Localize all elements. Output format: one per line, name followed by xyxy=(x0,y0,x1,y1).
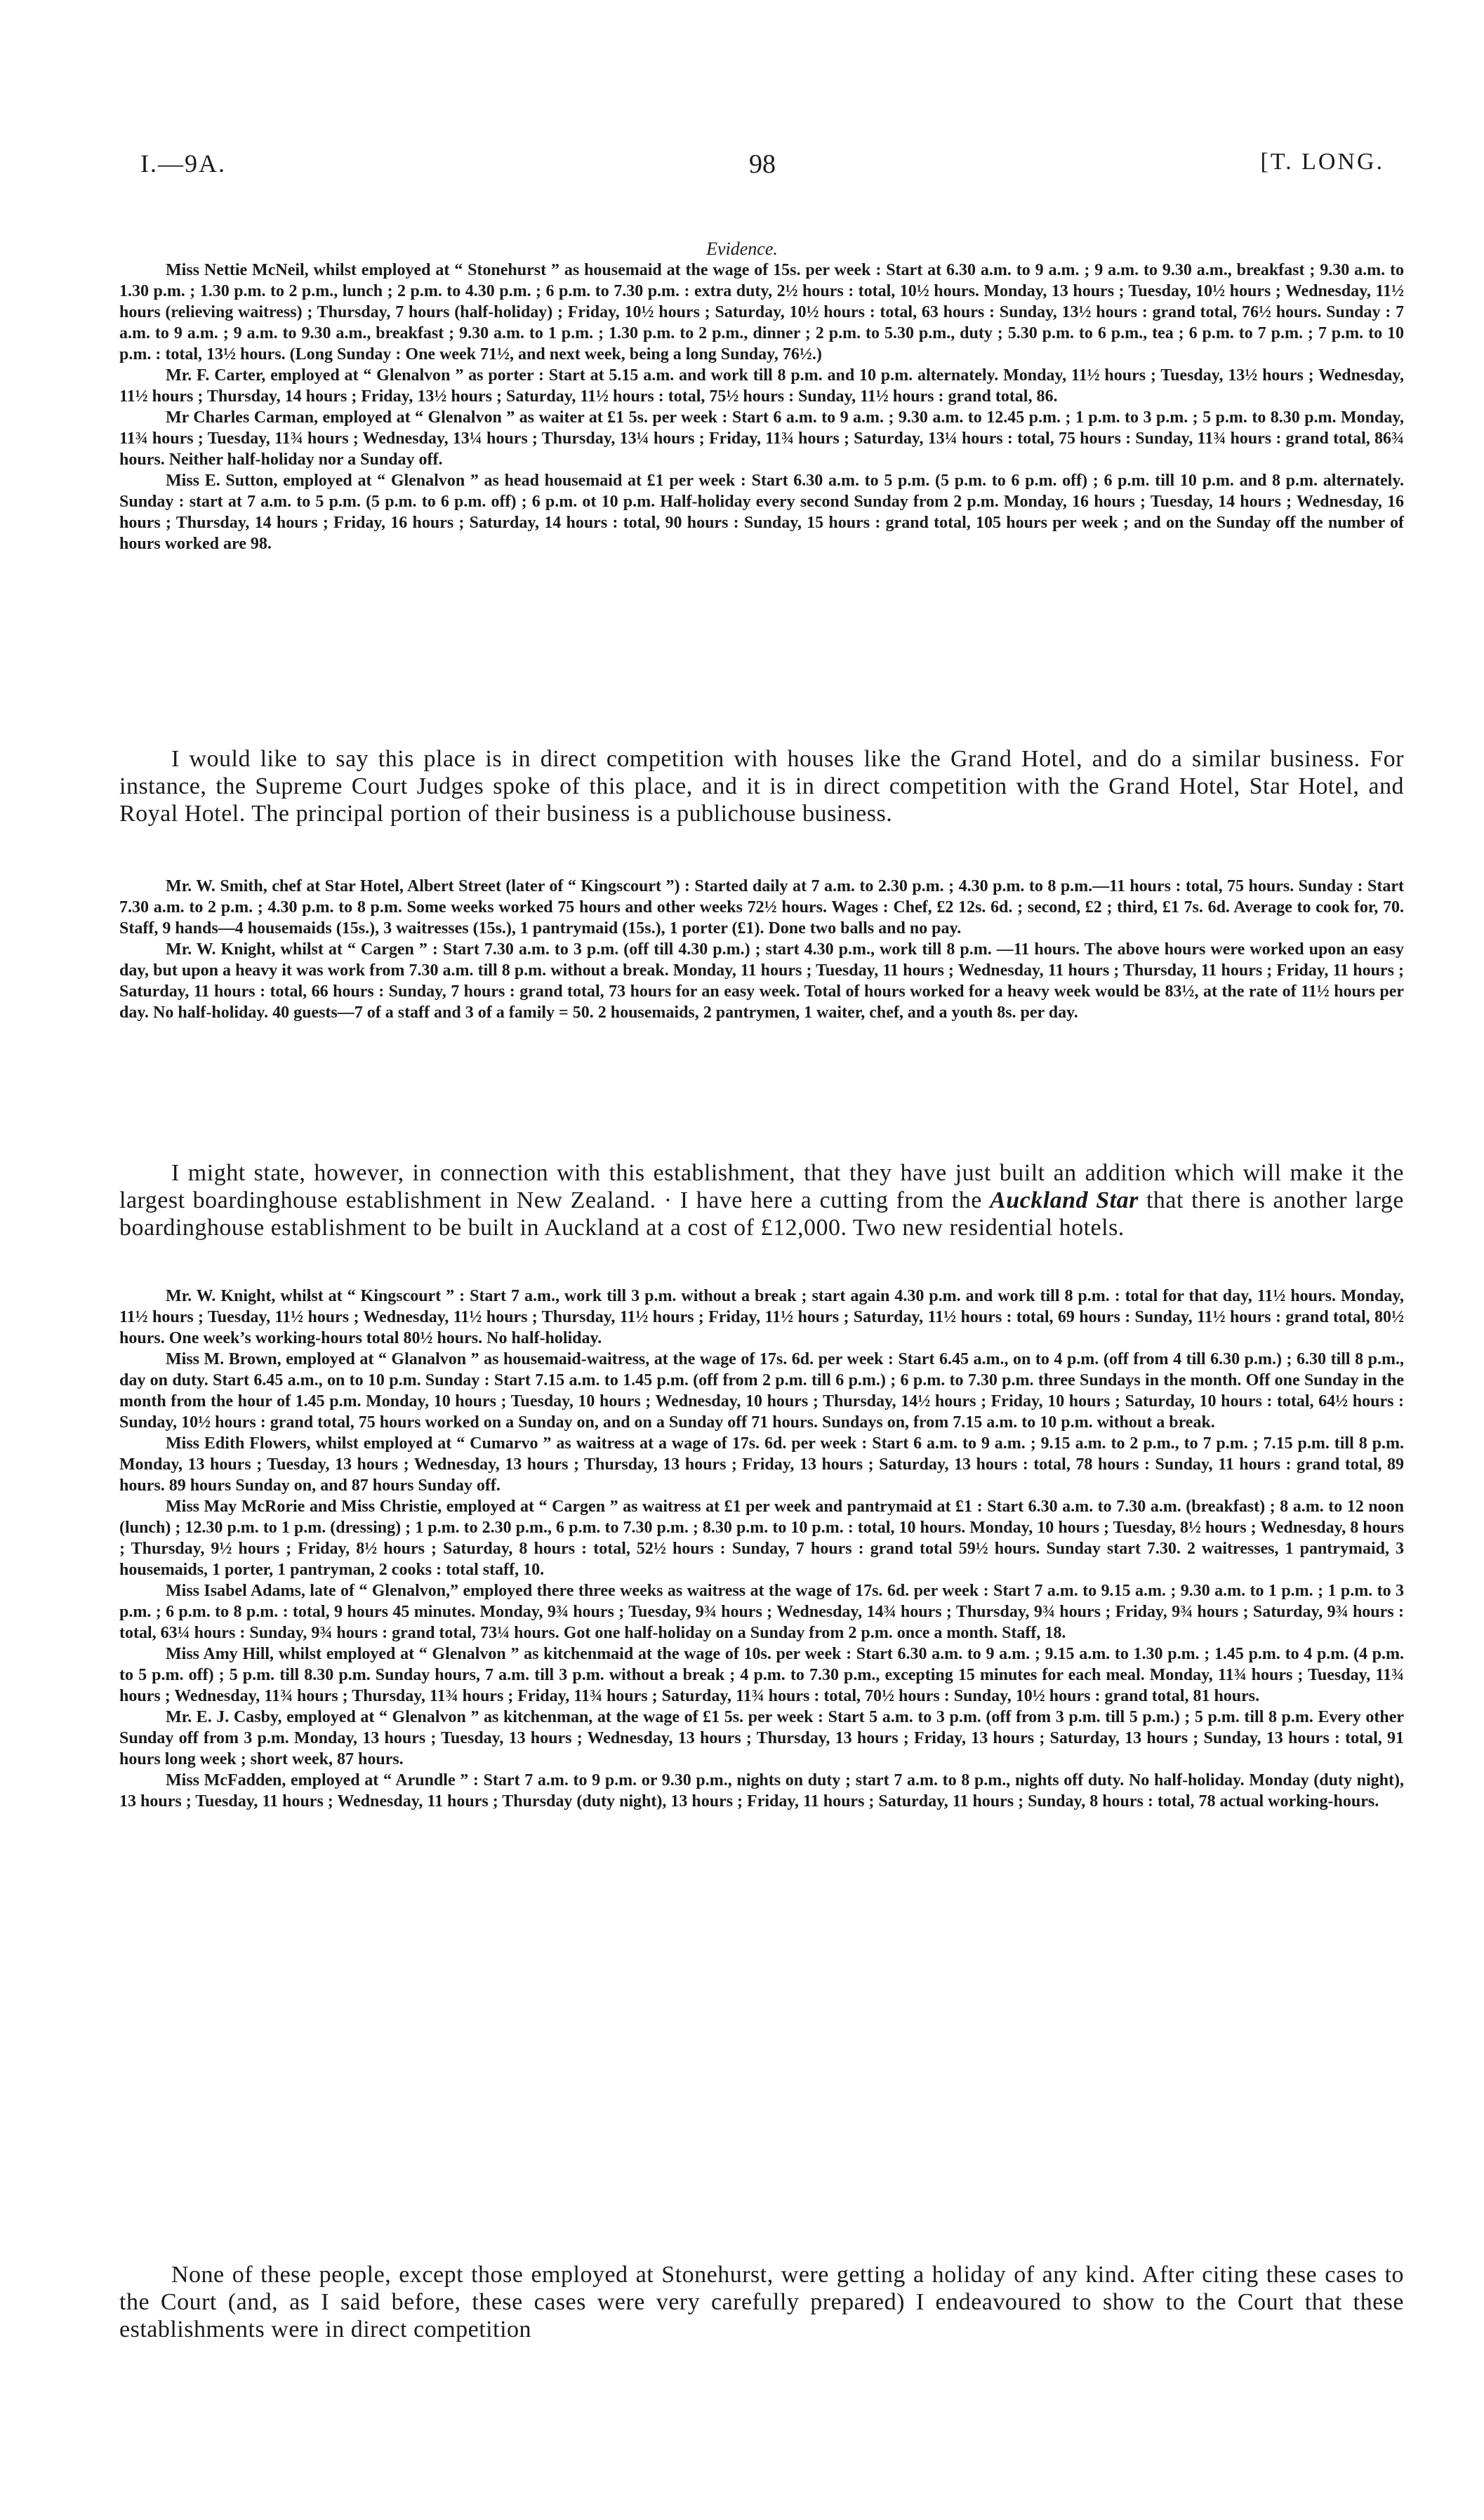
evidence-entry: Miss McFadden, employed at “ Arundle ” : Start 7 a.m. to 9 p.m. or 9.30 p.m., nights on duty ; start 7 a.m. to 8 p.m., nights off duty. No half-holiday. Monday (duty night), 13 hours ; Tuesday, 11 hours ; Wednesday, 11 hours ; Thursday (duty night), 13 hours ; Friday, 11 hours ; Saturday, 11 hours ; Sunday, 8 hours : total, 78 actual working-hours. xyxy=(119,1771,1404,1811)
body-paragraph: I might state, however, in connection with this establishment, that they have just built an addition which will make it the largest boardinghouse establishment in New Zealand. · I have here a cutting from the Auckland Star that there is another large boardinghouse establishment to be built in Auckland at a cost of £12,000. Two new residential hotels. xyxy=(119,1160,1404,1241)
newspaper-title: Auckland Star xyxy=(990,1187,1139,1213)
page-header xyxy=(140,149,1384,191)
speaker-reference: [T. LONG. xyxy=(1260,149,1384,175)
evidence-entry: Mr. F. Carter, employed at “ Glenalvon ” as porter : Start at 5.15 a.m. and work till 8 p.m. and 10 p.m. alternately. Monday, 11½ hours ; Tuesday, 13½ hours ; Wednesday, 11½ hours ; Thursday, 14 hours ; Friday, 13½ hours ; Saturday, 11½ hours : total, 75½ hours : Sunday, 11½ hours : grand total, 86. xyxy=(119,366,1404,406)
body-paragraph-3 xyxy=(119,2261,1404,2343)
evidence-entry: Miss Amy Hill, whilst employed at “ Glenalvon ” as kitchenmaid at the wage of 10s. per week : Start 6.30 a.m. to 9 a.m. ; 9.15 a.m. to 1.30 p.m. ; 1.45 p.m. to 4 p.m. (4 p.m. to 5 p.m. off) ; 5 p.m. till 8.30 p.m. Sunday hours, 7 a.m. till 3 p.m. without a break ; 4 p.m. to 7.30 p.m., excepting 15 minutes for each meal. Monday, 11¾ hours ; Tuesday, 11¾ hours ; Wednesday, 11¾ hours ; Thursday, 11¾ hours ; Friday, 11¾ hours ; Saturday, 11¾ hours : total, 70½ hours : Sunday, 10½ hours : grand total, 81 hours. xyxy=(119,1645,1404,1705)
evidence-entry: Mr. W. Knight, whilst at “ Kingscourt ” : Start 7 a.m., work till 3 p.m. without a break ; start again 4.30 p.m. and work till 8 p.m. : total for that day, 11½ hours. Monday, 11½ hours ; Tuesday, 11½ hours ; Wednesday, 11½ hours ; Thursday, 11½ hours ; Friday, 11½ hours ; Saturday, 11½ hours : total, 69 hours : Sunday, 11½ hours : grand total, 80½ hours. One week’s working-hours total 80½ hours. No half-holiday. xyxy=(119,1287,1404,1347)
evidence-block-1 xyxy=(119,260,1404,554)
section-title: Evidence. xyxy=(706,239,778,259)
body-paragraph-2 xyxy=(119,1159,1404,1241)
evidence-entry: Mr. W. Knight, whilst at “ Cargen ” : Start 7.30 a.m. to 3 p.m. (off till 4.30 p.m.) ; start 4.30 p.m., work till 8 p.m. —11 hours. The above hours were worked upon an easy day, but upon a heavy it was work from 7.30 a.m. till 8 p.m. without a break. Monday, 11 hours ; Tuesday, 11 hours ; Wednesday, 11 hours ; Thursday, 11 hours ; Friday, 11 hours ; Saturday, 11 hours : total, 66 hours : Sunday, 7 hours : grand total, 73 hours for an easy week. Total of hours worked for a heavy week would be 83½, at the rate of 11½ hours per day. No half-holiday. 40 guests—7 of a staff and 3 of a family = 50. 2 housemaids, 2 pantrymen, 1 waiter, chef, and a youth 8s. per day. xyxy=(119,940,1404,1022)
evidence-entry: Mr. W. Smith, chef at Star Hotel, Albert Street (later of “ Kingscourt ”) : Started daily at 7 a.m. to 2.30 p.m. ; 4.30 p.m. to 8 p.m.—11 hours : total, 75 hours. Sunday : Start 7.30 a.m. to 2 p.m. ; 4.30 p.m. to 8 p.m. Some weeks worked 75 hours and other weeks 72½ hours. Wages : Chef, £2 12s. 6d. ; second, £2 ; third, £1 7s. 6d. Average to cook for, 70. Staff, 9 hands—4 housemaids (15s.), 3 waitresses (15s.), 1 pantrymaid (15s.), 1 porter (£1). Done two balls and no pay. xyxy=(119,877,1404,938)
paper-reference: I.—9A. xyxy=(140,149,226,178)
evidence-entry: Miss E. Sutton, employed at “ Glenalvon ” as head housemaid at £1 per week : Start 6.30 a.m. to 5 p.m. (5 p.m. to 6 p.m. off) ; 6 p.m. till 10 p.m. and 8 p.m. alternately. Sunday : start at 7 a.m. to 5 p.m. (5 p.m. to 6 p.m. off) ; 6 p.m. ot 10 p.m. Half-holiday every second Sunday from 2 p.m. Monday, 16 hours ; Tuesday, 14 hours ; Wednesday, 16 hours ; Thursday, 14 hours ; Friday, 16 hours ; Saturday, 14 hours : total, 90 hours : Sunday, 15 hours : grand total, 105 hours per week ; and on the Sunday off the number of hours worked are 98. xyxy=(119,472,1404,553)
evidence-block-2 xyxy=(119,876,1404,1023)
evidence-entry: Miss Nettie McNeil, whilst employed at “ Stonehurst ” as housemaid at the wage of 15s. per week : Start at 6.30 a.m. to 9 a.m. ; 9 a.m. to 9.30 a.m., breakfast ; 9.30 a.m. to 1.30 p.m. ; 1.30 p.m. to 2 p.m., lunch ; 2 p.m. to 4.30 p.m. ; 6 p.m. to 7.30 p.m. : extra duty, 2½ hours : total, 10½ hours. Monday, 13 hours ; Tuesday, 10½ hours ; Wednesday, 11½ hours (relieving waitress) ; Thursday, 7 hours (half-holiday) ; Friday, 10½ hours ; Saturday, 10½ hours : total, 63 hours : Sunday, 13½ hours : grand total, 76½ hours. Sunday : 7 a.m. to 9 a.m. ; 9 a.m. to 9.30 a.m., breakfast ; 9.30 a.m. to 1 p.m. ; 1.30 p.m. to 2 p.m., dinner ; 2 p.m. to 5.30 p.m., duty ; 5.30 p.m. to 6 p.m., tea ; 6 p.m. to 7 p.m. ; 7 p.m. to 10 p.m. : total, 13½ hours. (Long Sunday : One week 71½, and next week, being a long Sunday, 76½.) xyxy=(119,261,1404,364)
body-paragraph: I would like to say this place is in direct competition with houses like the Grand Hotel, and do a similar business. For instance, the Supreme Court Judges spoke of this place, and it is in direct competition with the Grand Hotel, Star Hotel, and Royal Hotel. The principal portion of their business is a publichouse business. xyxy=(119,746,1404,827)
evidence-block-3 xyxy=(119,1286,1404,1812)
body-paragraph: None of these people, except those employed at Stonehurst, were getting a holiday of any kind. After citing these cases to the Court (and, as I said before, these cases were very carefully prepared) I endeavoured to show to the Court that these establishments were in direct competition xyxy=(119,2262,1404,2342)
page-number: 98 xyxy=(749,149,776,179)
evidence-entry: Miss Edith Flowers, whilst employed at “ Cumarvo ” as waitress at a wage of 17s. 6d. per week : Start 6 a.m. to 9 a.m. ; 9.15 a.m. to 2 p.m., to 7 p.m. ; 7.15 p.m. till 8 p.m. Monday, 13 hours ; Tuesday, 13 hours ; Wednesday, 13 hours ; Thursday, 13 hours ; Friday, 13 hours ; Saturday, 13 hours : total, 78 hours : Sunday, 11 hours : grand total, 89 hours. 89 hours Sunday on, and 87 hours Sunday off. xyxy=(119,1434,1404,1495)
evidence-entry: Miss May McRorie and Miss Christie, employed at “ Cargen ” as waitress at £1 per week and pantrymaid at £1 : Start 6.30 a.m. to 7.30 a.m. (breakfast) ; 8 a.m. to 12 noon (lunch) ; 12.30 p.m. to 1 p.m. (dressing) ; 1 p.m. to 2.30 p.m., 6 p.m. to 7.30 p.m. ; 8.30 p.m. to 10 p.m. : total, 10 hours. Monday, 10 hours ; Tuesday, 8½ hours ; Wednesday, 8 hours ; Thursday, 9½ hours ; Friday, 8½ hours ; Saturday, 8 hours : total, 52½ hours : Sunday, 7 hours : grand total 59½ hours. Sunday start 7.30. 2 waitresses, 1 pantrymaid, 3 housemaids, 1 porter, 1 pantryman, 2 cooks : total staff, 10. xyxy=(119,1498,1404,1579)
evidence-entry: Miss M. Brown, employed at “ Glanalvon ” as housemaid-waitress, at the wage of 17s. 6d. per week : Start 6.45 a.m., on to 4 p.m. (off from 4 till 6.30 p.m.) ; 6.30 till 8 p.m., day on duty. Start 6.45 a.m., on to 10 p.m. Sunday : Start 7.15 a.m. to 1.45 p.m. (off from 2 p.m. till 6 p.m.) ; 6 p.m. to 7.30 p.m. three Sundays in the month. Off one Sunday in the month from the hour of 1.45 p.m. Monday, 10 hours ; Tuesday, 10 hours ; Wednesday, 10 hours ; Thursday, 14½ hours ; Friday, 10 hours ; Saturday, 10 hours : total, 64½ hours : Sunday, 10½ hours : grand total, 75 hours worked on a Sunday on, and on a Sunday off 71 hours. Sundays on, from 7.15 a.m. to 10 p.m. without a break. xyxy=(119,1350,1404,1432)
body-paragraph-1 xyxy=(119,745,1404,827)
evidence-entry: Miss Isabel Adams, late of “ Glenalvon,” employed there three weeks as waitress at the wage of 17s. 6d. per week : Start 7 a.m. to 9.15 a.m. ; 9.30 a.m. to 1 p.m. ; 1 p.m. to 3 p.m. ; 6 p.m. to 8 p.m. : total, 9 hours 45 minutes. Monday, 9¾ hours ; Tuesday, 9¾ hours ; Wednesday, 14¾ hours ; Thursday, 9¾ hours ; Friday, 9¾ hours ; Saturday, 9¾ hours : total, 63¼ hours : Sunday, 9¾ hours : grand total, 73¼ hours. Got one half-holiday on a Sunday from 2 p.m. once a month. Staff, 18. xyxy=(119,1582,1404,1642)
evidence-entry: Mr. E. J. Casby, employed at “ Glenalvon ” as kitchenman, at the wage of £1 5s. per week : Start 5 a.m. to 3 p.m. (off from 3 p.m. till 5 p.m.) ; 5 p.m. till 8 p.m. Every other Sunday off from 3 p.m. Monday, 13 hours ; Tuesday, 13 hours ; Wednesday, 13 hours ; Thursday, 13 hours ; Friday, 13 hours ; Saturday, 13 hours ; Sunday, 13 hours : total, 91 hours long week ; short week, 87 hours. xyxy=(119,1708,1404,1768)
evidence-entry: Mr Charles Carman, employed at “ Glenalvon ” as waiter at £1 5s. per week : Start 6 a.m. to 9 a.m. ; 9.30 a.m. to 12.45 p.m. ; 1 p.m. to 3 p.m. ; 5 p.m. to 8.30 p.m. Monday, 11¾ hours ; Tuesday, 11¾ hours ; Wednesday, 13¼ hours ; Thursday, 13¼ hours ; Friday, 11¾ hours ; Saturday, 13¼ hours : total, 75 hours : Sunday, 11¾ hours : grand total, 86¾ hours. Neither half-holiday nor a Sunday off. xyxy=(119,408,1404,469)
